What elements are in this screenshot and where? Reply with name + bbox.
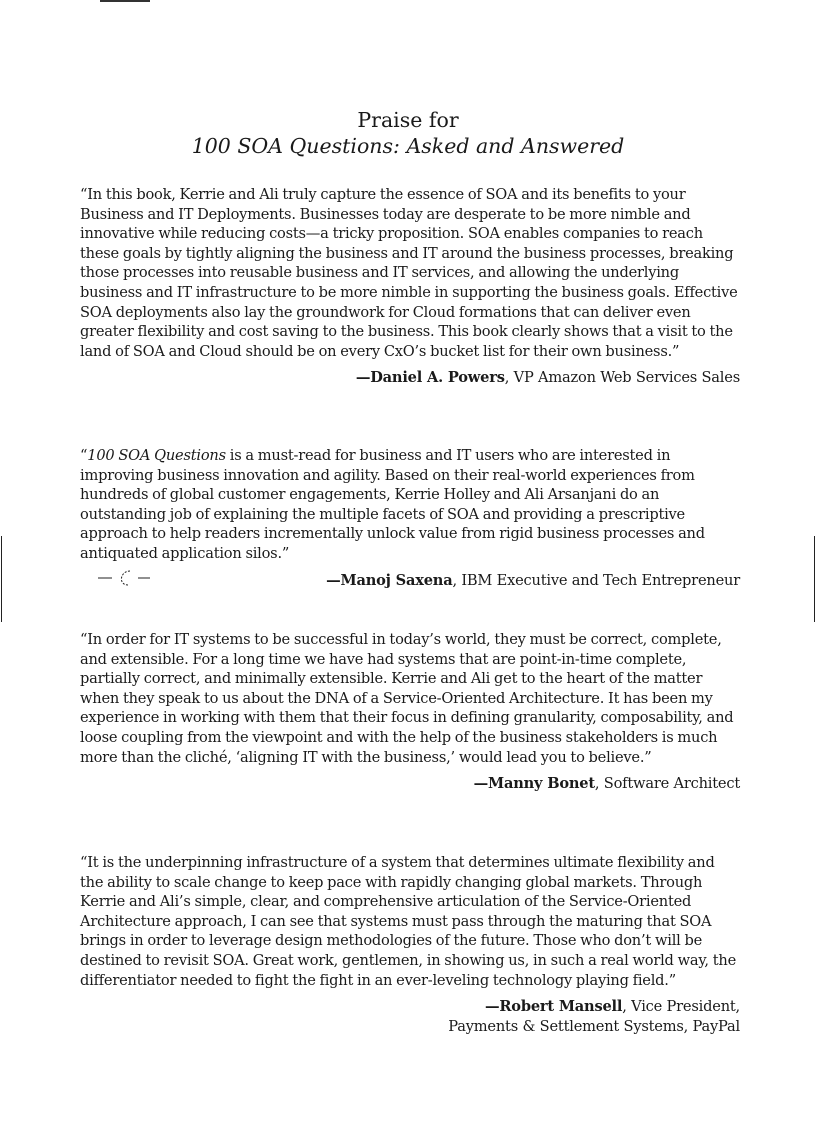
quote-text: “In this book, Kerrie and Ali truly capture the essence of SOA and its benefits to your Business and IT Deployments. Businesses today are desperate to be more nimble and innovative while reducing costs—a tricky proposition. SOA enables companies to reach these goals by tightly aligning the business and IT around the business processes, breaking those processes into reusable business and IT services, and allowing the underlying business and IT infrastructure to be more nimble in supporting the business goals. Effective SOA deployments also lay the groundwork for Cloud formations that can deliver even greater flexibility and cost saving to the business. This book clearly shows that a visit to the land of SOA and Cloud should be on every CxO’s bucket list for their own business.” (80, 186, 738, 360)
open-quote: “ (80, 447, 88, 464)
quote-block (80, 185, 740, 388)
attribution-name: Manny Bonet (488, 775, 595, 793)
attribution-name: Manoj Saxena (340, 571, 453, 589)
page-heading (0, 107, 816, 159)
book-title-reference: 100 SOA Questions (87, 447, 226, 464)
quote-attribution (80, 997, 740, 1036)
top-rule (100, 0, 150, 2)
attribution-title: , IBM Executive and Tech Entrepreneur (452, 571, 740, 589)
quote-text: “It is the underpinning infrastructure of a system that determines ultimate flexibility and the ability to scale change to keep pace with rapidly changing global markets. Through Kerrie and Ali’s simple, clear, and comprehensive articulation of the Service-Oriented Architecture approach, I can see that systems must pass through the maturing that SOA brings in order to leverage design methodologies of the future. Those who don’t will be destined to revisit SOA. Great work, gentlemen, in showing us, in such a real world way, the differentiator needed to fight the fight in an ever-leveling technology playing field.” (80, 854, 737, 989)
heading-title: Praise for (357, 108, 459, 132)
attribution-title: , VP Amazon Web Services Sales (504, 369, 740, 387)
attribution-dash: — (326, 571, 341, 589)
attribution-name: Robert Mansell (499, 998, 623, 1016)
attribution-title-line2: Payments & Settlement Systems, PayPal (448, 1017, 740, 1035)
quote-attribution (80, 368, 740, 388)
quote-block (80, 853, 740, 1036)
attribution-name: Daniel A. Powers (370, 369, 505, 387)
attribution-dash: — (484, 998, 500, 1016)
attribution-title: , Software Architect (594, 775, 740, 793)
quote-text (80, 446, 740, 564)
quote-text: “In order for IT systems to be successful in today’s world, they must be correct, complete, and extensible. For a long time we have had systems that are point-in-time complete, partially correct, and minimally extensible. Kerrie and Ali get to the heart of the matter when they speak to us about the DNA of a Service-Oriented Architecture. It has been my experience in working with them that their focus in defining granularity, composability, and loose coupling from the viewpoint and with the help of the business stakeholders is much more than the cliché, ‘aligning IT with the business,’ would lead you to believe.” (80, 631, 734, 766)
right-crop-mark (814, 536, 815, 622)
quote-attribution (80, 571, 740, 591)
quote-block (80, 630, 740, 794)
scissor-mark-icon (98, 569, 154, 587)
quote-body: is a must-read for business and IT users who are interested in improving business innovation and agility. Based on their real-world experiences from hundreds of global customer engagements, Kerrie Holley and Ali Arsanjani do an outstanding job of explaining the multiple facets of SOA and providing a prescriptive approach to help readers incrementally unlock value from rigid business processes and antiquated application silos.” (80, 447, 705, 562)
attribution-dash: — (355, 369, 371, 387)
quote-block (80, 446, 740, 590)
attribution-title: , Vice President, (622, 998, 740, 1016)
quote-attribution (80, 774, 740, 794)
left-crop-mark (1, 536, 2, 622)
heading-book-title: 100 SOA Questions: Asked and Answered (191, 134, 625, 158)
attribution-dash: — (473, 775, 489, 793)
